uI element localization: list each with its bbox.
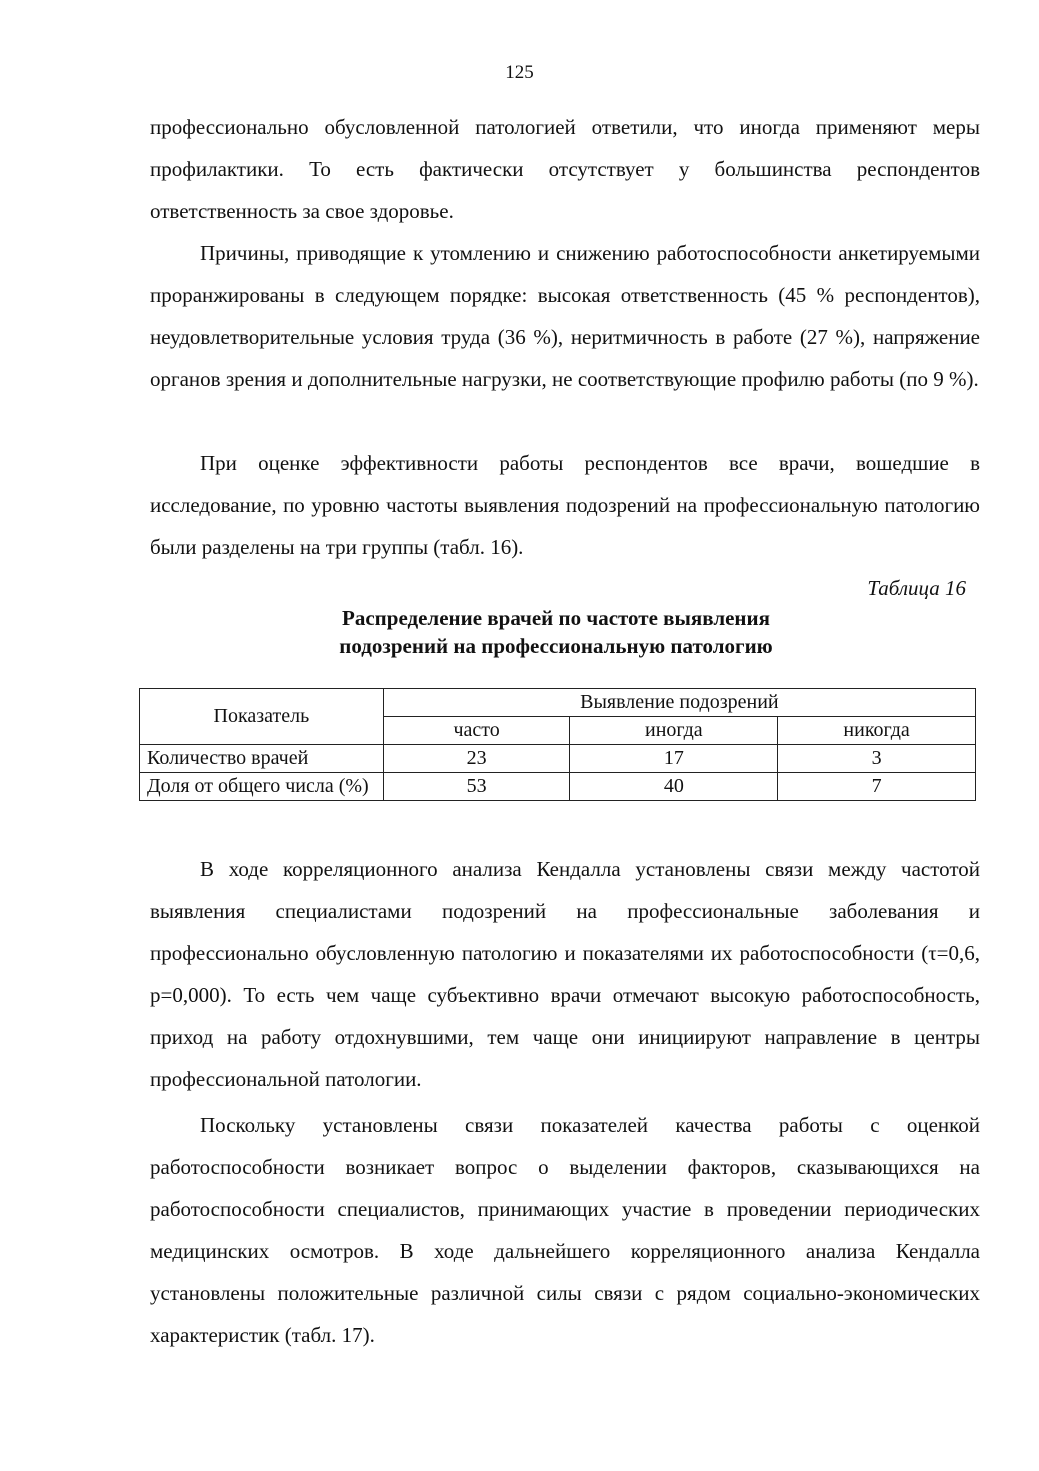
table-cell: 3 [778, 745, 976, 773]
table-cell: 23 [383, 745, 570, 773]
table-cell: 7 [778, 773, 976, 801]
page-number: 125 [505, 62, 534, 83]
data-table [139, 688, 976, 801]
paragraph: Поскольку установлены связи показателей качества работы с оценкой работоспособности возникает вопрос о выделении факторов, сказывающихся на работоспособности специалистов, принимающих участие в проведении периодических медицинских осмотров. В ходе дальнейшего корреляционного анализа Кендалла установлены положительные различной силы связи с рядом социально-экономических характеристик (табл. 17). [150, 1113, 980, 1347]
table-cell: 17 [570, 745, 778, 773]
column-header: никогда [778, 717, 976, 745]
row-label: Количество врачей [140, 745, 384, 773]
header-group: Выявление подозрений [383, 689, 975, 717]
table-row [140, 773, 976, 801]
table-title-line: Распределение врачей по частоте выявления [342, 606, 770, 630]
table-caption: Таблица 16 [867, 576, 966, 600]
paragraph: При оценке эффективности работы респондентов все врачи, вошедшие в исследование, по уровню частоты выявления подозрений на профессиональную патологию были разделены на три группы (табл. 16). [150, 451, 980, 559]
paragraph: В ходе корреляционного анализа Кендалла установлены связи между частотой выявления специалистами подозрений на профессиональные заболевания и профессионально обусловленную патологию и показателями их работоспособности (τ=0,6, p=0,000). То есть чем чаще субъективно врачи отмечают высокую работоспособность, приход на работу отдохнувшими, тем чаще они инициируют направление в центры профессиональной патологии. [150, 857, 980, 1091]
table-cell: 53 [383, 773, 570, 801]
row-label: Доля от общего числа (%) [140, 773, 384, 801]
table-cell: 40 [570, 773, 778, 801]
table-title [150, 604, 962, 660]
table-row [140, 745, 976, 773]
table-header-row [140, 689, 976, 717]
paragraph: профессионально обусловленной патологией ответили, что иногда применяют меры профилактики. То есть фактически отсутствует у большинства респондентов ответственность за свое здоровье. [150, 115, 980, 223]
column-header: часто [383, 717, 570, 745]
paragraph: Причины, приводящие к утомлению и снижению работоспособности анкетируемыми проранжированы в следующем порядке: высокая ответственность (45 % респондентов), неудовлетворительные условия труда (36 %), неритмичность в работе (27 %), напряжение органов зрения и дополнительные нагрузки, не соответствующие профилю работы (по 9 %). [150, 241, 980, 391]
header-indicator: Показатель [140, 689, 384, 745]
table-title-line: подозрений на профессиональную патологию [339, 634, 773, 658]
column-header: иногда [570, 717, 778, 745]
